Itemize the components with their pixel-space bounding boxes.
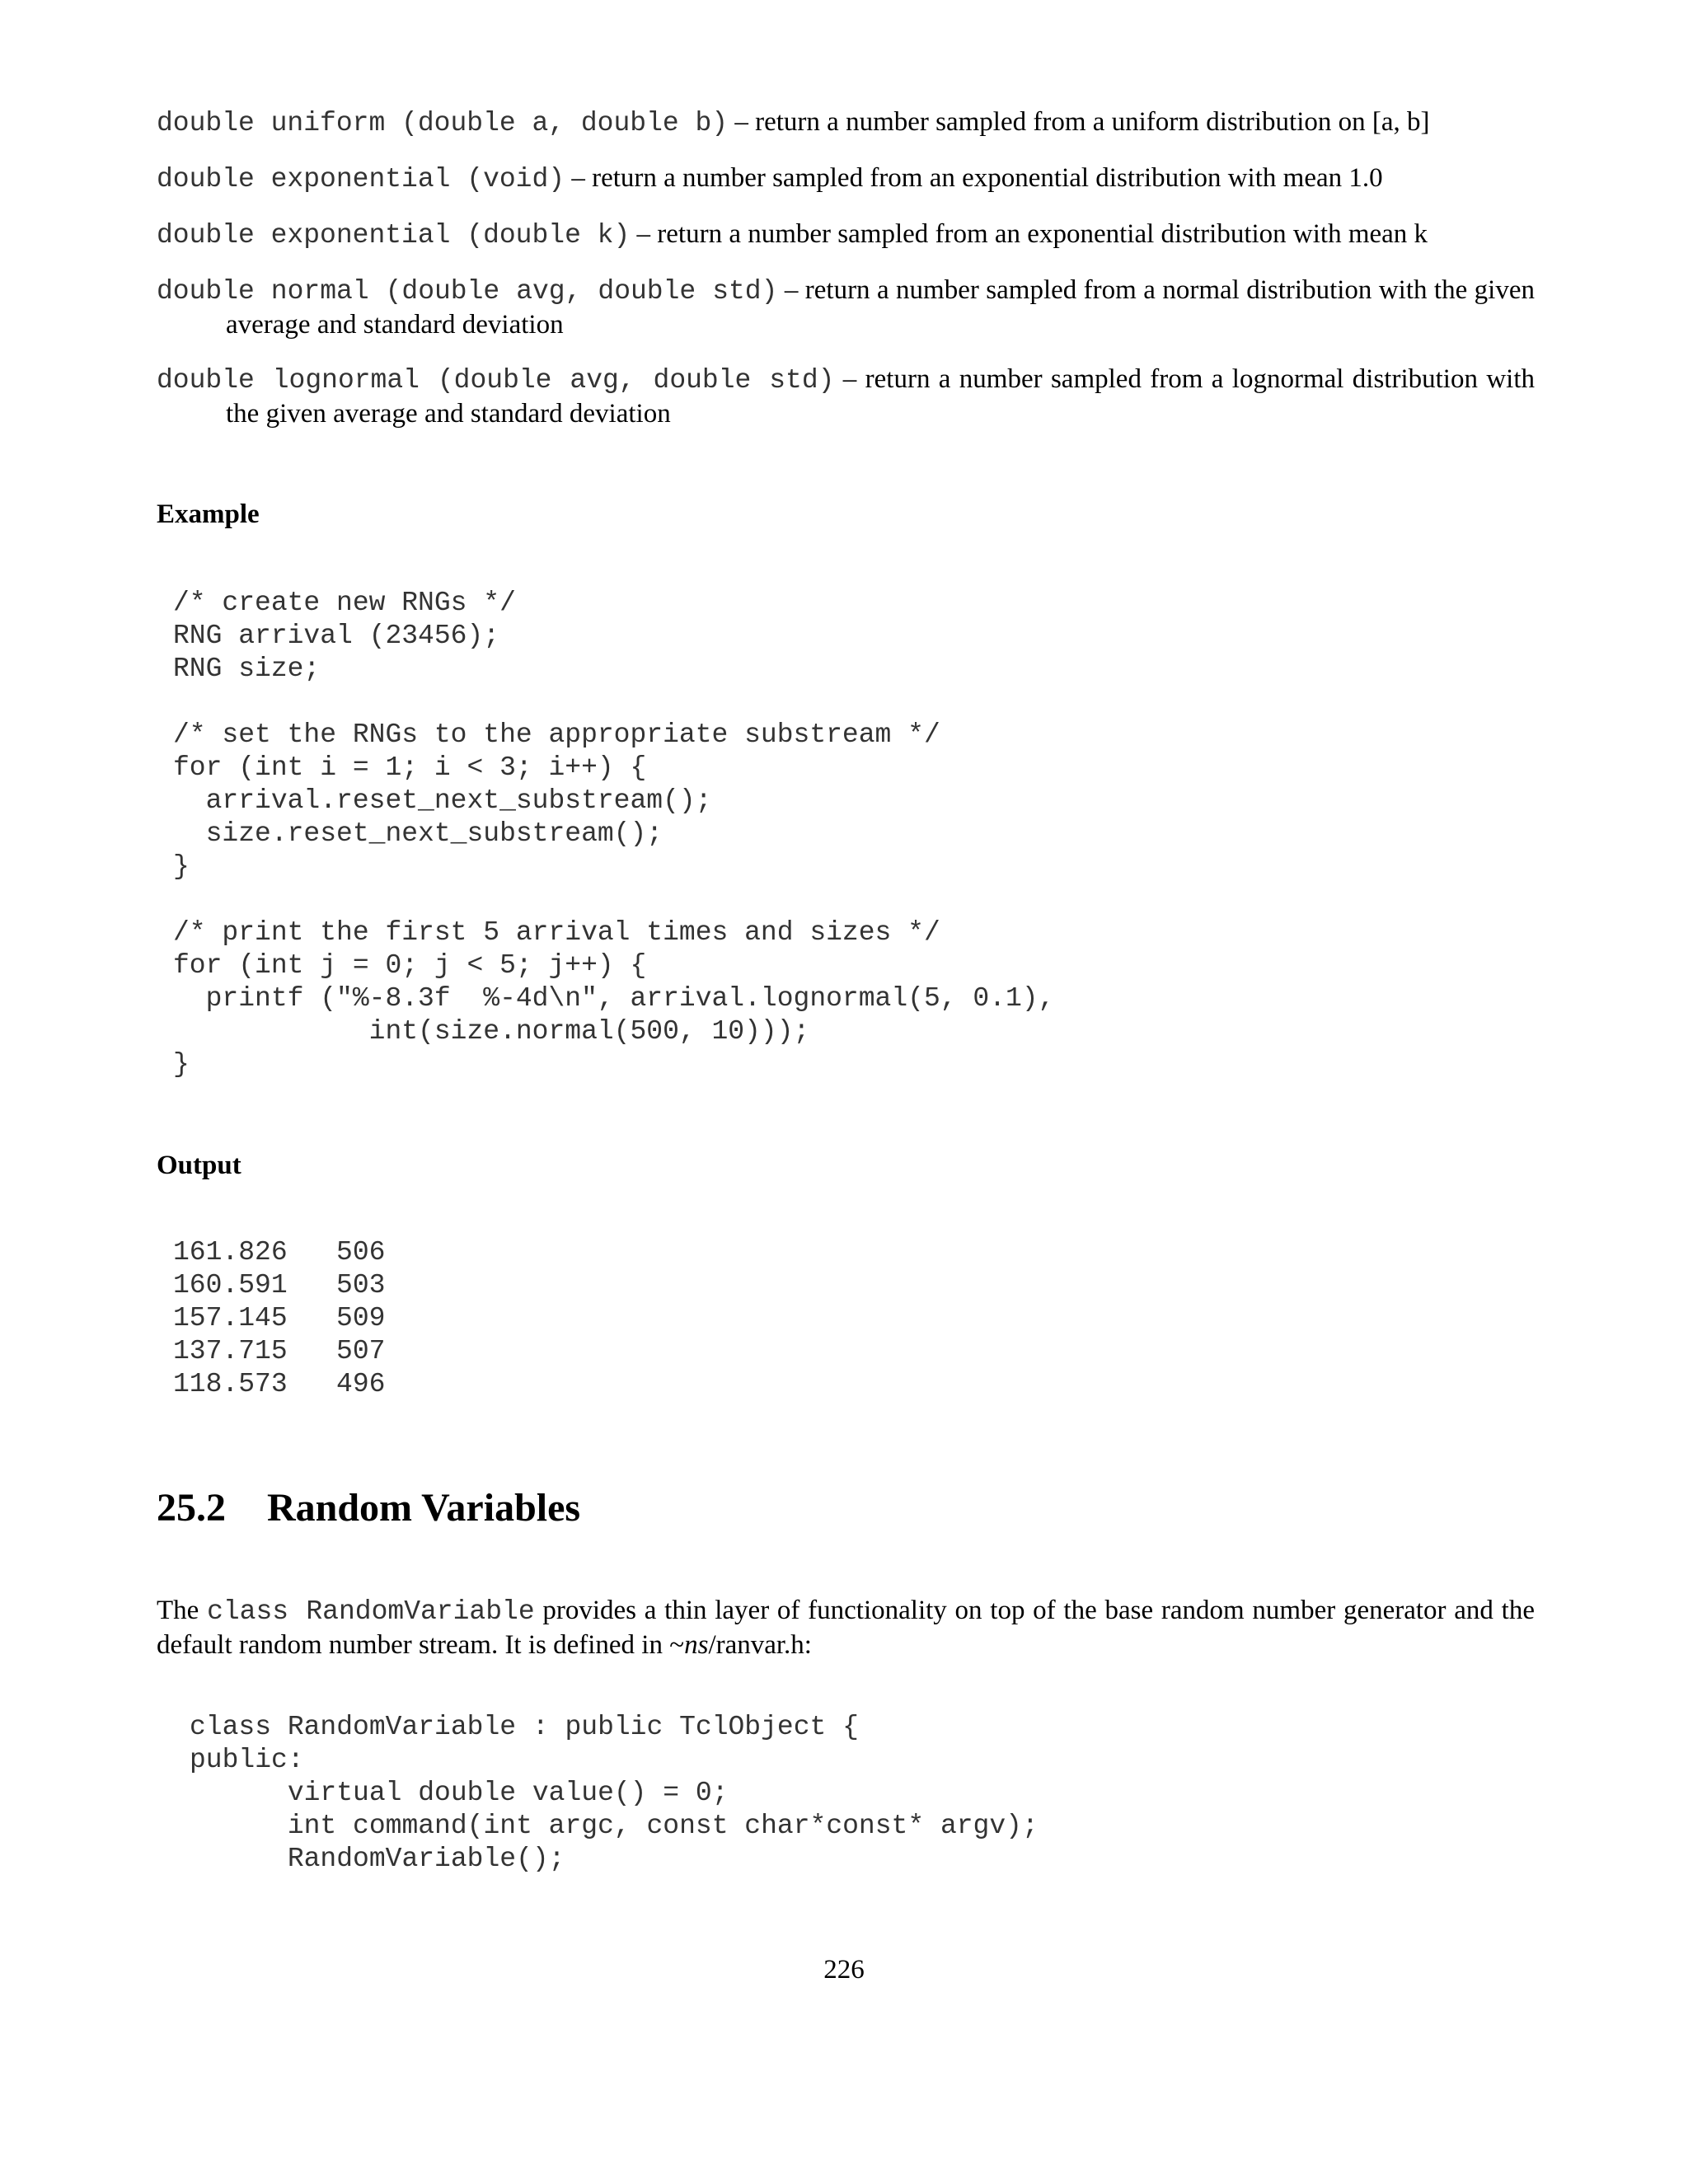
function-list bbox=[157, 105, 1535, 452]
function-item-lognormal bbox=[157, 363, 1535, 430]
function-description: – return a number sampled from an exponential distribution with mean k bbox=[630, 219, 1428, 249]
function-item-exponential-void bbox=[157, 162, 1535, 196]
output-heading: Output bbox=[157, 1151, 241, 1180]
function-signature: double exponential (void) bbox=[157, 164, 565, 194]
function-description: – return a number sampled from a lognormal distribution with the given average and standard deviation bbox=[226, 364, 1535, 429]
function-signature: double normal (double avg, double std) bbox=[157, 276, 778, 307]
example-code-block: /* create new RNGs */ RNG arrival (23456); RNG size; /* set the RNGs to the appropriate substream */ for (int i = 1; i < 3; i++) { arrival.reset_next_substream(); size.reset_next_substream(); } /* print the first 5 arrival times and sizes */ for (int j = 0; j < 5; j++) { printf ("%-8.3f %-4d\n", arrival.lognormal(5, 0.1), int(size.normal(500, 10))); } bbox=[173, 588, 1055, 1080]
function-signature: double exponential (double k) bbox=[157, 220, 631, 251]
page-number: 226 bbox=[823, 1955, 865, 1985]
function-item-exponential-k bbox=[157, 218, 1535, 252]
function-description: – return a number sampled from a normal distribution with the given average and standard deviation bbox=[226, 275, 1535, 340]
class-code-block: class RandomVariable : public TclObject { public: virtual double value() = 0; int command(int argc, const char*const* argv); RandomVariable(); bbox=[190, 1712, 1039, 1874]
paragraph-italic: ns bbox=[684, 1630, 709, 1660]
function-item-uniform bbox=[157, 105, 1535, 140]
section-number: 25.2 bbox=[157, 1486, 226, 1530]
paragraph-text: /ranvar.h: bbox=[708, 1630, 812, 1660]
example-heading: Example bbox=[157, 499, 260, 529]
function-description: – return a number sampled from a uniform distribution on [a, b] bbox=[728, 107, 1430, 137]
function-signature: double lognormal (double avg, double std) bbox=[157, 365, 835, 396]
inline-code: class RandomVariable bbox=[207, 1596, 535, 1627]
section-heading bbox=[157, 1483, 580, 1533]
function-signature: double uniform (double a, double b) bbox=[157, 108, 729, 138]
intro-paragraph bbox=[157, 1594, 1535, 1661]
paragraph-text: provides a thin layer of functionality on top of the base random number generator and the default random number stream. It is defined in ~ bbox=[157, 1596, 1535, 1660]
function-item-normal bbox=[157, 274, 1535, 341]
function-description: – return a number sampled from an exponential distribution with mean 1.0 bbox=[565, 163, 1383, 193]
paragraph-text: The bbox=[157, 1596, 208, 1625]
section-title: Random Variables bbox=[267, 1486, 581, 1530]
output-code-block: 161.826 506 160.591 503 157.145 509 137.715 507 118.573 496 bbox=[173, 1237, 386, 1399]
